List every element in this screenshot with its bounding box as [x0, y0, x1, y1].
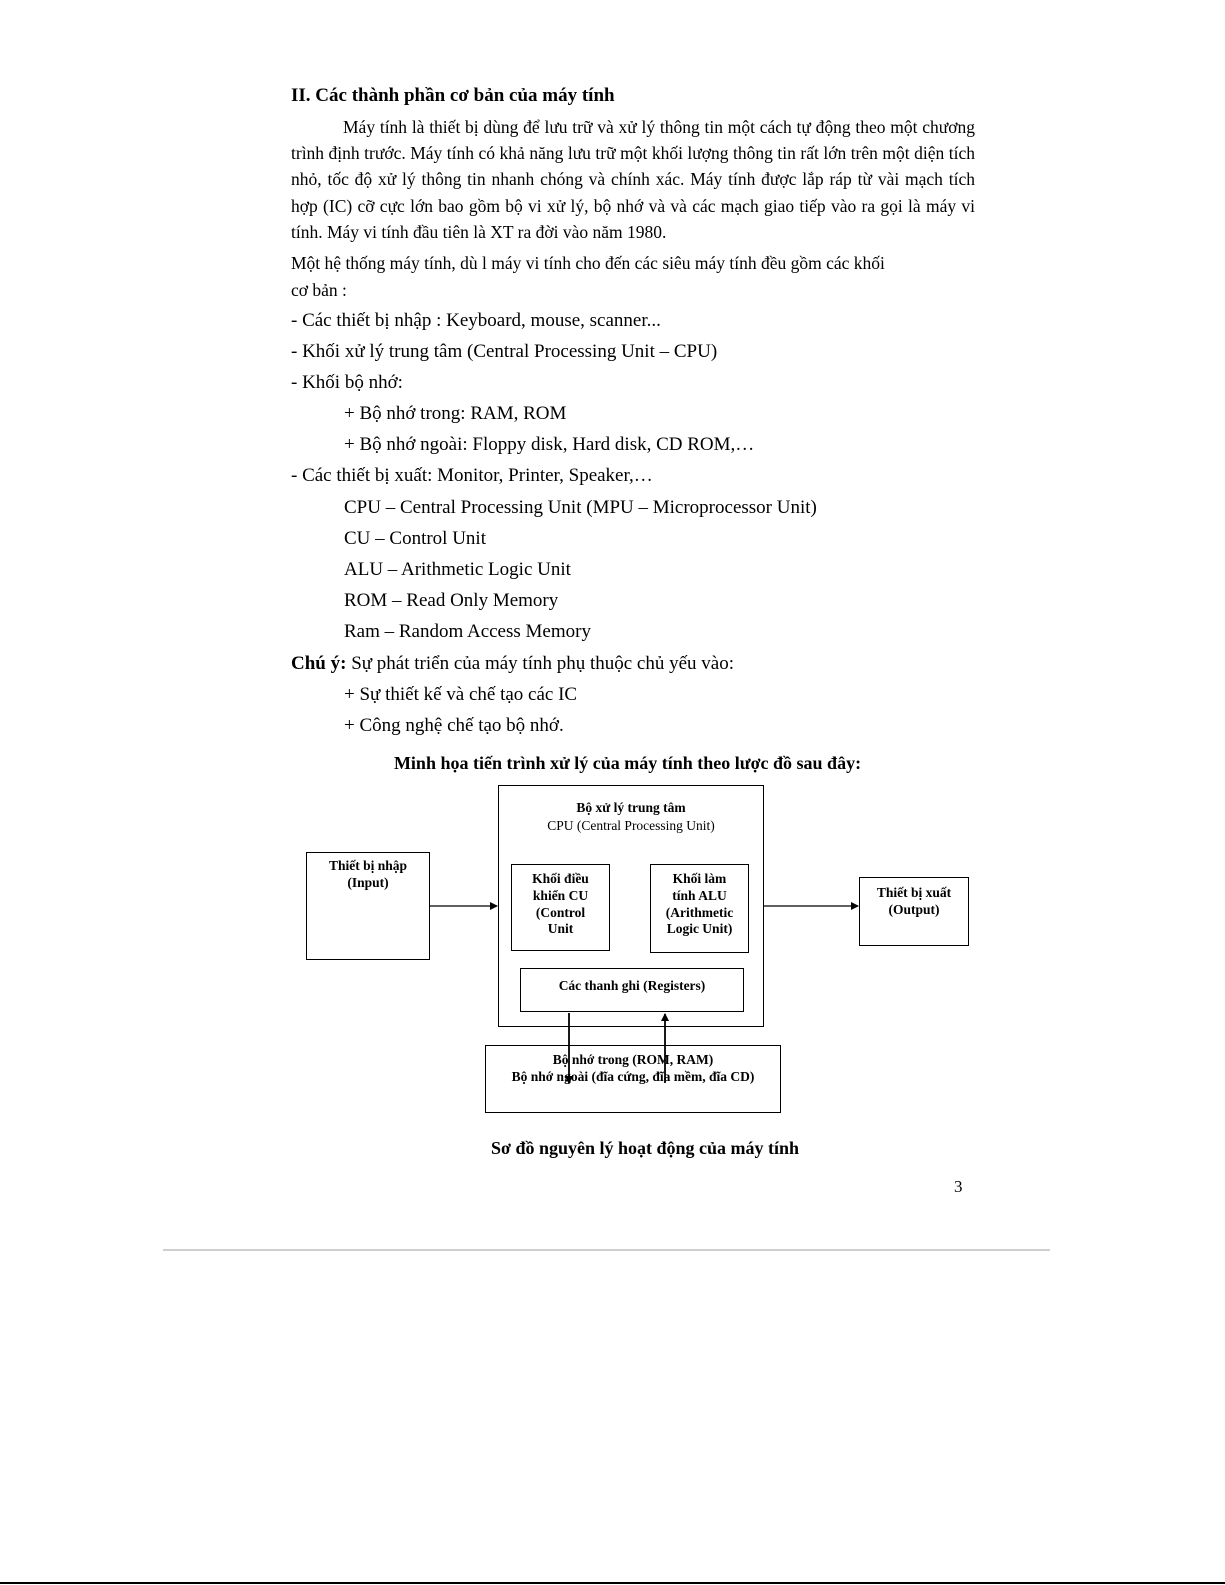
memory-line-2: Bộ nhớ ngoài (đĩa cứng, đĩa mềm, đĩa CD) [511, 1069, 755, 1084]
glossary-item: CPU – Central Processing Unit (MPU – Microprocessor Unit) [344, 497, 817, 518]
glossary-item: ALU – Arithmetic Logic Unit [344, 559, 571, 580]
list-item-cpu: - Khối xử lý trung tâm (Central Processing Unit – CPU) [291, 341, 718, 362]
list-item-memory: - Khối bộ nhớ: [291, 372, 403, 393]
diagram-heading: Minh họa tiến trình xử lý của máy tính theo lược đồ sau đây: [393, 753, 862, 773]
output-label: Thiết bị xuất (Output) [876, 885, 952, 917]
input-label: Thiết bị nhập (Input) [328, 858, 408, 890]
list-item-input-devices: - Các thiết bị nhập : Keyboard, mouse, scanner... [291, 310, 661, 331]
intro-paragraph: Máy tính là thiết bị dùng để lưu trữ và xử lý thông tin một cách tự động theo một chương trình định trước. Máy tính có khả năng lưu trữ một khối lượng thông tin rất lớn trên một diện tích nhỏ, tốc độ xử lý thông tin nhanh chóng và chính xác. Máy tính được lắp ráp từ vài mạch tích hợp (IC) cỡ cực lớn bao gồm bộ vi xử lý, bộ nhớ và và các mạch giao tiếp vào ra gọi là máy vi tính. Máy vi tính đầu tiên là XT ra đời vào năm 1980. [291, 117, 975, 242]
system-line-1: Một hệ thống máy tính, dù l máy vi tính cho đến các siêu máy tính đều gồm các khối [291, 253, 885, 273]
memory-line-1: Bộ nhớ trong (ROM, RAM) [552, 1052, 714, 1067]
system-line-2: cơ bản : [291, 280, 347, 300]
note-item: + Sự thiết kế và chế tạo các IC [344, 684, 578, 705]
alu-label: Khối làm tính ALU (Arithmetic Logic Unit) [665, 871, 734, 937]
list-item-internal-memory: + Bộ nhớ trong: RAM, ROM [344, 403, 567, 424]
list-item-output-devices: - Các thiết bị xuất: Monitor, Printer, Speaker,… [291, 465, 653, 486]
section-heading: II. Các thành phần cơ bản của máy tính [291, 85, 615, 106]
diagram-caption: Sơ đồ nguyên lý hoạt động của máy tính [490, 1138, 800, 1158]
note-label: Chú ý: [291, 653, 347, 674]
cpu-title: Bộ xử lý trung tâm [576, 800, 686, 815]
glossary-item: ROM – Read Only Memory [344, 590, 559, 611]
note-item: + Công nghệ chế tạo bộ nhớ. [344, 715, 564, 736]
list-item-external-memory: + Bộ nhớ ngoài: Floppy disk, Hard disk, CD ROM,… [344, 434, 755, 455]
page-number: 3 [954, 1177, 963, 1196]
glossary-item: CU – Control Unit [344, 528, 486, 549]
glossary-item: Ram – Random Access Memory [344, 621, 591, 642]
registers-label: Các thanh ghi (Registers) [558, 978, 706, 993]
cpu-subtitle: CPU (Central Processing Unit) [547, 818, 715, 833]
control-unit-label: Khối điều khiển CU (Control Unit [532, 871, 589, 937]
note-text: Sự phát triển của máy tính phụ thuộc chủ yếu vào: [346, 653, 735, 674]
